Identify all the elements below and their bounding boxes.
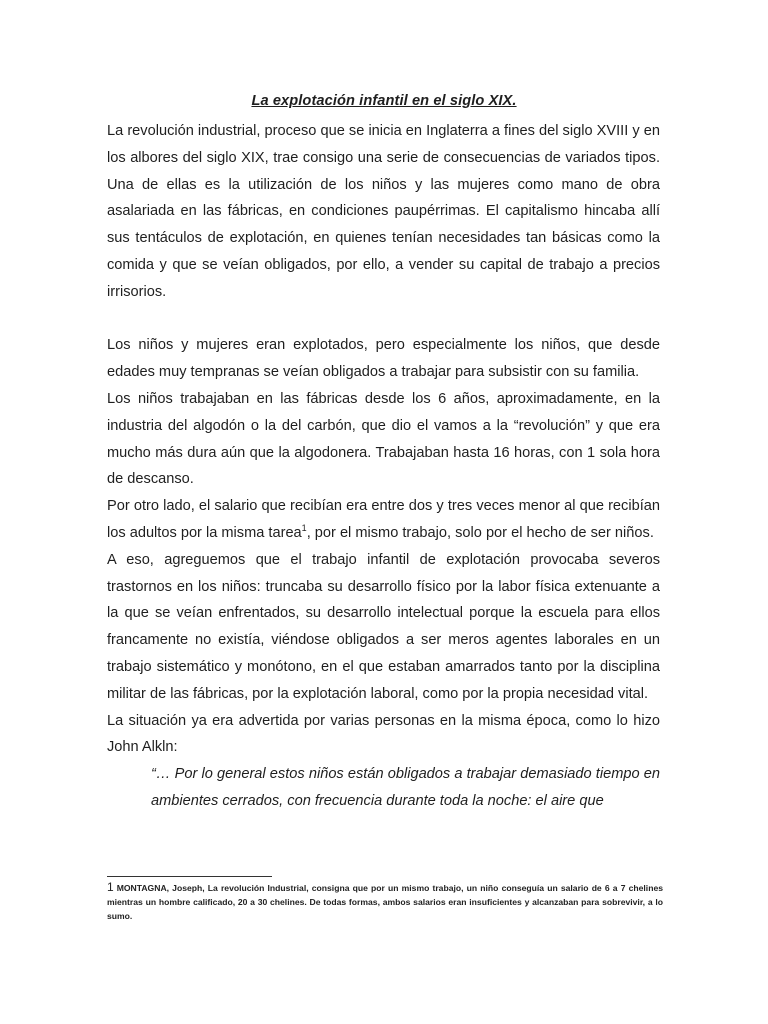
paragraph-factory-work: Los niños trabajaban en las fábricas desde los 6 años, aproximadamente, en la industria del algodón o la del carbón, que dio el vamos a la “revolución” y que era mucho más dura aún que la algodonera. Trabajaban hasta 16 horas, con 1 sola hora de descanso.: [107, 390, 660, 488]
footnote-text: MONTAGNA, Joseph, La revolución Industrial, consigna que por un mismo trabajo, un niño conseguía un salario de 6 a 7 chelines mientras un hombre calificado, 20 a 30 chelines. De todas formas, ambos salarios eran insuficientes y alcanzaban para sobrevivir, a lo sumo.: [107, 883, 663, 921]
paragraph-salary: [107, 493, 660, 547]
document-title: La explotación infantil en el siglo XIX.: [251, 93, 517, 109]
paragraph-consequences: A eso, agreguemos que el trabajo infantil de explotación provocaba severos trastornos en los niños: truncaba su desarrollo físico por la labor física extenuante a la que se veían enfrentados, su desarrollo intelectual porque la escuela para ellos francamente no existía, viéndose obligados a ser meros agentes laborales en un trabajo sistemático y monótono, en el que estaban amarrados tanto por la disciplina militar de las fábricas, por la explotación laboral, como por la propia necesidad vital.: [107, 551, 660, 702]
footnote-number: 1: [107, 880, 114, 894]
paragraph-john-alkln: La situación ya era advertida por varias personas en la misma época, como lo hizo John Alkln:: [107, 712, 660, 756]
footnote-reference[interactable]: 1: [301, 522, 307, 533]
paragraph-intro: La revolución industrial, proceso que se inicia en Inglaterra a fines del siglo XVIII y en los albores del siglo XIX, trae consigo una serie de consecuencias de variados tipos. Una de ellas es la utilización de los niños y las mujeres como mano de obra asalariada en las fábricas, en condiciones paupérrimas. El capitalismo hincaba allí sus tentáculos de explotación, en quienes tenían necesidades tan básicas como la comida y que se veían obligados, por ello, a vender su capital de trabajo a precios irrisorios.: [107, 123, 660, 300]
footnote: [107, 880, 663, 923]
footnote-separator: [107, 876, 272, 877]
document-body: [107, 118, 660, 815]
salary-text-before: Por otro lado, el salario que recibían era entre dos y tres veces menor al que recibían los adultos por la misma tarea: [107, 498, 660, 541]
salary-text-after: , por el mismo trabajo, solo por el hecho de ser niños.: [306, 524, 654, 541]
block-quote: “… Por lo general estos niños están obligados a trabajar demasiado tiempo en ambientes cerrados, con frecuencia durante toda la noche: el aire que: [151, 766, 660, 809]
paragraph-children-women: Los niños y mujeres eran explotados, pero especialmente los niños, que desde edades muy tempranas se veían obligados a trabajar para subsistir con su familia.: [107, 337, 660, 381]
